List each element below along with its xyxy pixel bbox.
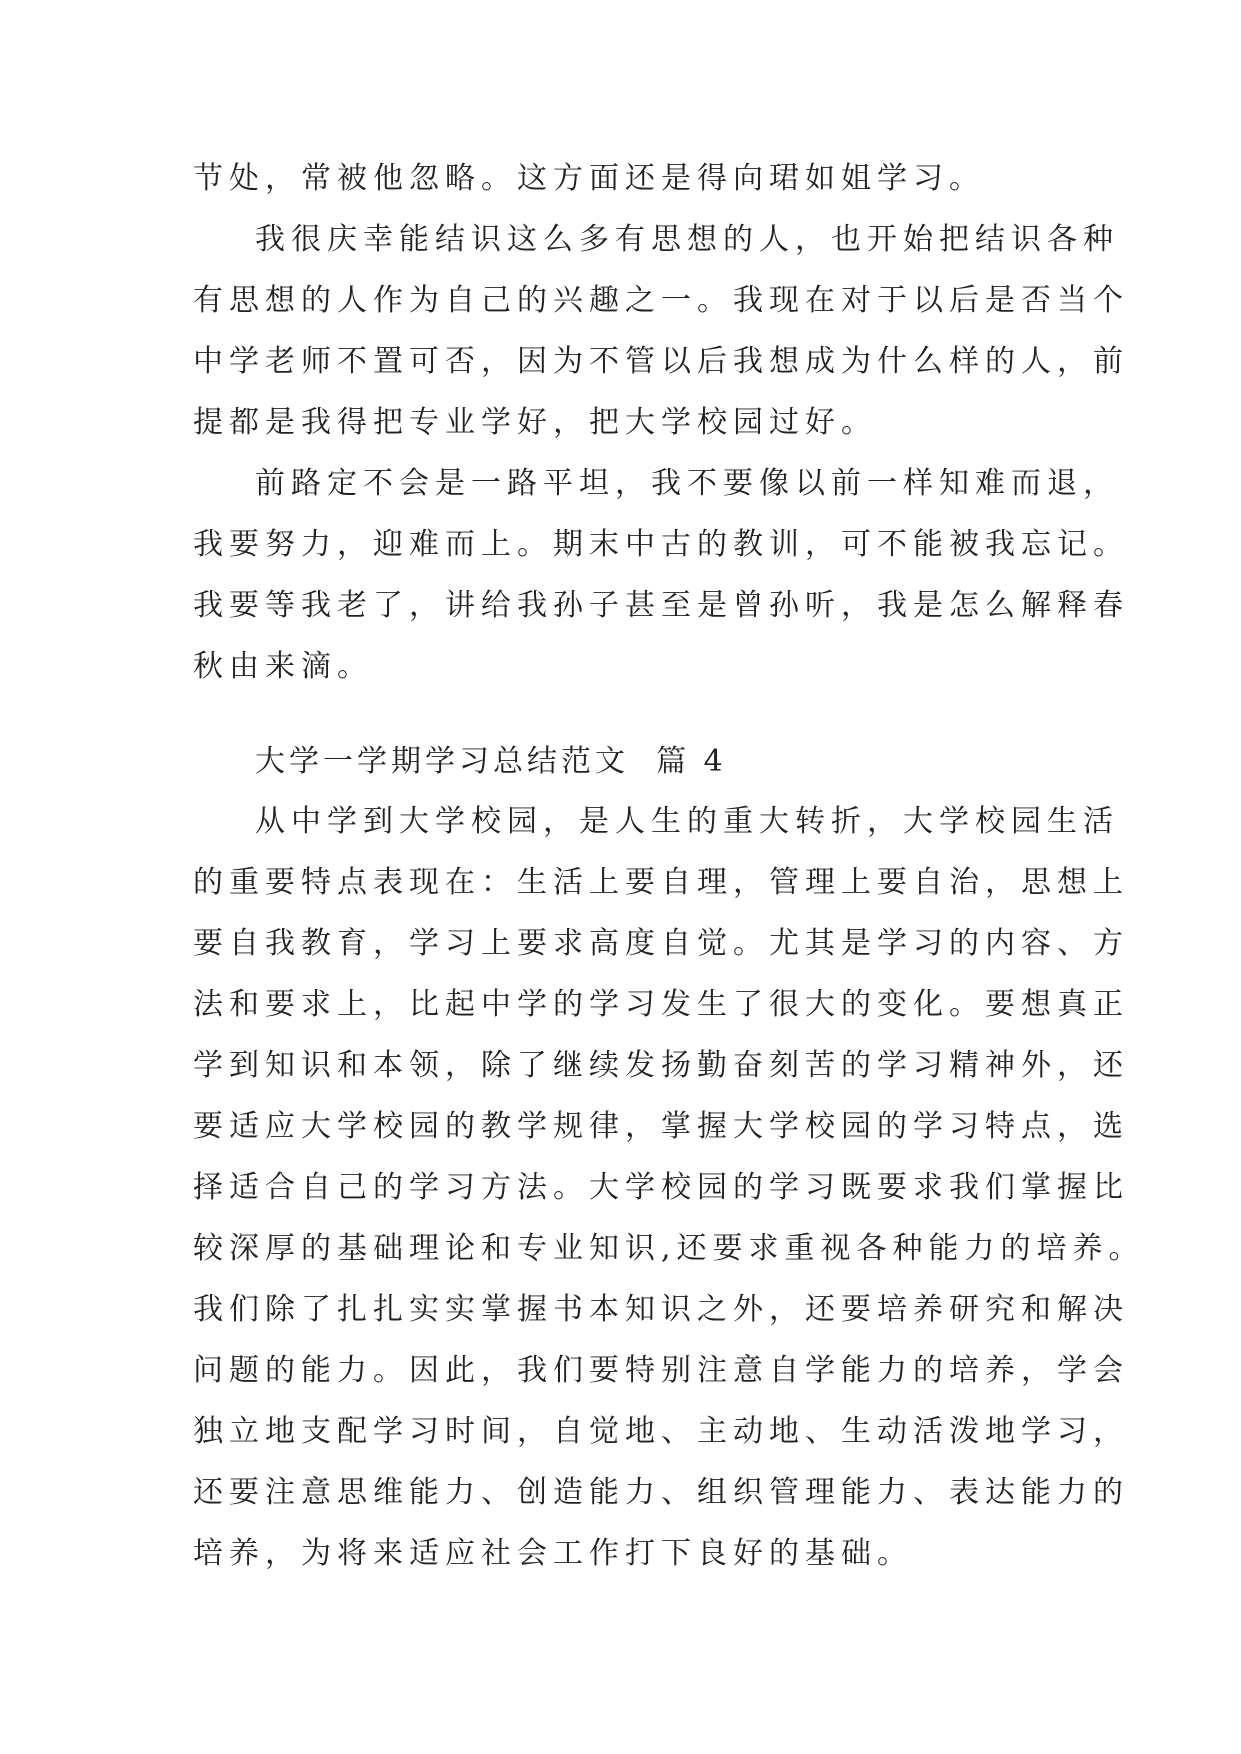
paragraph-line: 要适应大学校园的教学规律，掌握大学校园的学习特点，选: [193, 1109, 1129, 1144]
section-2-text: [193, 791, 1145, 1584]
paragraph-line: 我要等我老了，讲给我孙子甚至是曾孙听，我是怎么解释春: [193, 588, 1129, 623]
section-heading: 大学一学期学习总结范文 篇 4: [255, 744, 727, 779]
paragraph-line: 秋由来滴。: [193, 649, 373, 684]
paragraph-line: 我们除了扎扎实实掌握书本知识之外，还要培养研究和解决: [193, 1292, 1129, 1327]
paragraph-line: 问题的能力。因此，我们要特别注意自学能力的培养，学会: [193, 1353, 1129, 1388]
paragraph-line: 有思想的人作为自己的兴趣之一。我现在对于以后是否当个: [193, 283, 1129, 318]
section-1-text: [193, 148, 1129, 697]
paragraph-line: 培养，为将来适应社会工作打下良好的基础。: [193, 1536, 913, 1571]
paragraph-line: 我很庆幸能结识这么多有思想的人，也开始把结识各种: [255, 222, 1119, 257]
paragraph-line: 择适合自己的学习方法。大学校园的学习既要求我们掌握比: [193, 1170, 1129, 1205]
paragraph-line: 提都是我得把专业学好，把大学校园过好。: [193, 405, 877, 440]
paragraph-line: 我要努力，迎难而上。期末中古的教训，可不能被我忘记。: [193, 527, 1129, 562]
paragraph-line: 要自我教育，学习上要求高度自觉。尤其是学习的内容、方: [193, 926, 1129, 961]
paragraph-line: 从中学到大学校园，是人生的重大转折，大学校园生活: [255, 804, 1119, 839]
paragraph-line: 前路定不会是一路平坦，我不要像以前一样知难而退，: [255, 466, 1119, 501]
paragraph-line: 学到知识和本领，除了继续发扬勤奋刻苦的学习精神外，还: [193, 1048, 1129, 1083]
paragraph-line: 独立地支配学习时间，自觉地、主动地、生动活泼地学习，: [193, 1414, 1129, 1449]
paragraph-line: 节处，常被他忽略。这方面还是得向珺如姐学习。: [193, 161, 985, 196]
paragraph-line: 较深厚的基础理论和专业知识,还要求重视各种能力的培养。: [193, 1231, 1145, 1266]
paragraph-line: 法和要求上，比起中学的学习发生了很大的变化。要想真正: [193, 987, 1129, 1022]
paragraph-line: 中学老师不置可否，因为不管以后我想成为什么样的人，前: [193, 344, 1129, 379]
paragraph-line: 还要注意思维能力、创造能力、组织管理能力、表达能力的: [193, 1475, 1129, 1510]
section-heading-block: [193, 731, 1063, 792]
paragraph-line: 的重要特点表现在：生活上要自理，管理上要自治，思想上: [193, 865, 1129, 900]
